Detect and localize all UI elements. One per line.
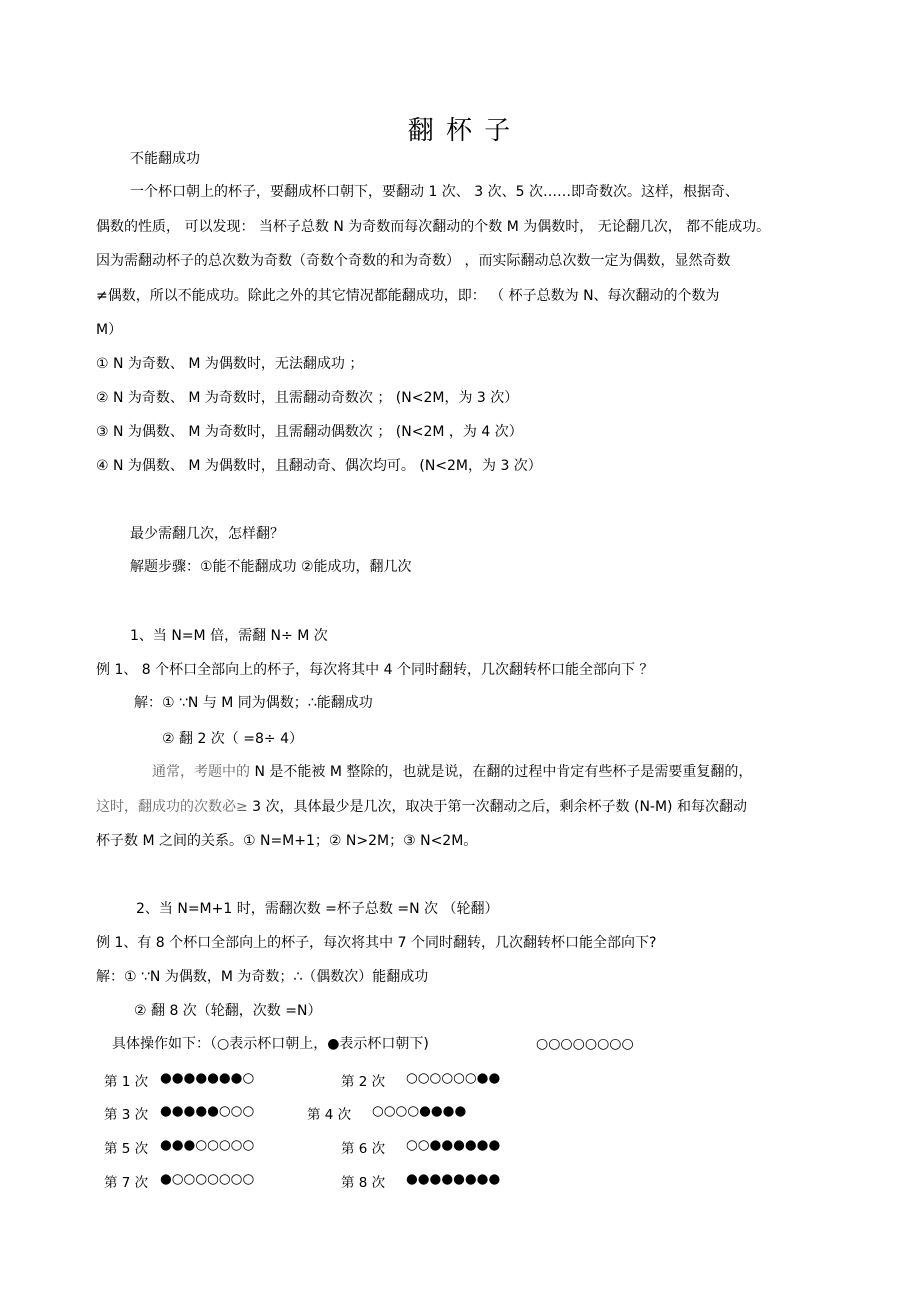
flip-step-state: ●●●○○○○○: [160, 1137, 255, 1153]
solution-line: ② 翻 2 次（ =8÷ 4）: [162, 731, 303, 747]
page-title: 翻 杯 子: [407, 116, 513, 146]
example-line: 例 1、有 8 个杯口全部向上的杯子，每次将其中 7 个同时翻转，几次翻转杯口能全部向下?: [96, 935, 657, 951]
gray-text: 通常，考题中的: [152, 764, 250, 780]
flip-step-label: 第 4 次: [307, 1107, 352, 1123]
paragraph-line: 偶数的性质， 可以发现： 当杯子总数 N 为奇数而每次翻动的个数 M 为偶数时， 无论翻几次， 都不能成功。: [96, 219, 771, 235]
solution-line: ② 翻 8 次（轮翻，次数 =N）: [134, 1003, 322, 1019]
black-text: N 是不能被 M 整除的，也就是说，在翻的过程中肯定有些杯子是需要重复翻的，: [250, 764, 753, 780]
black-text: 3 次，具体最少是几次，取决于第一次翻动之后，剩余杯子数 (N-M) 和每次翻动: [247, 799, 747, 815]
flip-step-state: ○○●●●●●●: [406, 1137, 501, 1153]
section-heading-n-equals-m-plus-1: 2、当 N=M+1 时，需翻次数 =杯子总数 =N 次 （轮翻）: [136, 901, 499, 917]
case-item: ① N 为奇数、 M 为偶数时，无法翻成功 ；: [96, 356, 364, 372]
paragraph-line: M）: [96, 322, 123, 338]
solution-line: 解：① ∵N 为偶数，M 为奇数；∴（偶数次）能翻成功: [96, 969, 429, 985]
initial-cups-state: ○○○○○○○○: [536, 1036, 634, 1052]
paragraph-line: 一个杯口朝上的杯子，要翻成杯口朝下，要翻动 1 次、 3 次、5 次……即奇数次。这样，根据奇、: [130, 184, 739, 200]
flip-step-label: 第 6 次: [341, 1141, 386, 1157]
flip-step-state: ●○○○○○○○: [160, 1171, 255, 1187]
paragraph-line: ≠偶数，所以不能成功。除此之外的其它情况都能翻成功，即： （ 杯子总数为 N、每次翻动的个数为: [96, 288, 720, 304]
flip-step-label: 第 2 次: [341, 1074, 386, 1090]
gray-text: 这时，翻成功的次数必≥: [96, 799, 248, 815]
flip-step-label: 第 1 次: [104, 1074, 149, 1090]
flip-step-state: ●●●●●○○○: [160, 1103, 255, 1119]
case-item: ④ N 为偶数、 M 为偶数时，且翻动奇、偶次均可。 (N<2M，为 3 次）: [96, 458, 542, 474]
operations-label: 具体操作如下：（○表示杯口朝上，●表示杯口朝下): [112, 1036, 429, 1052]
paragraph-line: 因为需翻动杯子的总次数为奇数（奇数个奇数的和为奇数） ，而实际翻动总次数一定为偶数，显然奇数: [96, 253, 731, 269]
flip-step-state: ○○○○○○●●: [406, 1070, 501, 1086]
flip-step-label: 第 3 次: [104, 1107, 149, 1123]
case-item: ③ N 为偶数、 M 为奇数时，且需翻动偶数次 ； (N<2M ，为 4 次）: [96, 424, 523, 440]
flip-step-state: ●●●●●●●●: [406, 1171, 501, 1187]
flip-step-state: ○○○○●●●●: [372, 1103, 467, 1119]
solution-line: 解：① ∵N 与 M 同为偶数；∴能翻成功: [134, 695, 373, 711]
flip-step-label: 第 8 次: [341, 1175, 386, 1191]
section-heading-cannot-flip: 不能翻成功: [130, 151, 200, 167]
solution-steps: 解题步骤：①能不能翻成功 ②能成功，翻几次: [130, 559, 412, 575]
flip-step-label: 第 5 次: [104, 1141, 149, 1157]
case-item: ② N 为奇数、 M 为奇数时，且需翻动奇数次 ； (N<2M，为 3 次）: [96, 390, 519, 406]
paragraph-line: [152, 763, 752, 781]
example-line: 例 1、 8 个杯口全部向上的杯子，每次将其中 4 个同时翻转，几次翻转杯口能全部向下 ？: [96, 662, 654, 678]
flip-step-state: ●●●●●●●○: [160, 1070, 255, 1086]
question-line: 最少需翻几次，怎样翻？: [130, 526, 284, 542]
section-heading-multiple: 1、当 N=M 倍，需翻 N÷ M 次: [130, 628, 328, 644]
paragraph-line: [96, 798, 747, 816]
flip-step-label: 第 7 次: [104, 1175, 149, 1191]
paragraph-line: 杯子数 M 之间的关系。① N=M+1；② N>2M；③ N<2M。: [96, 833, 478, 849]
